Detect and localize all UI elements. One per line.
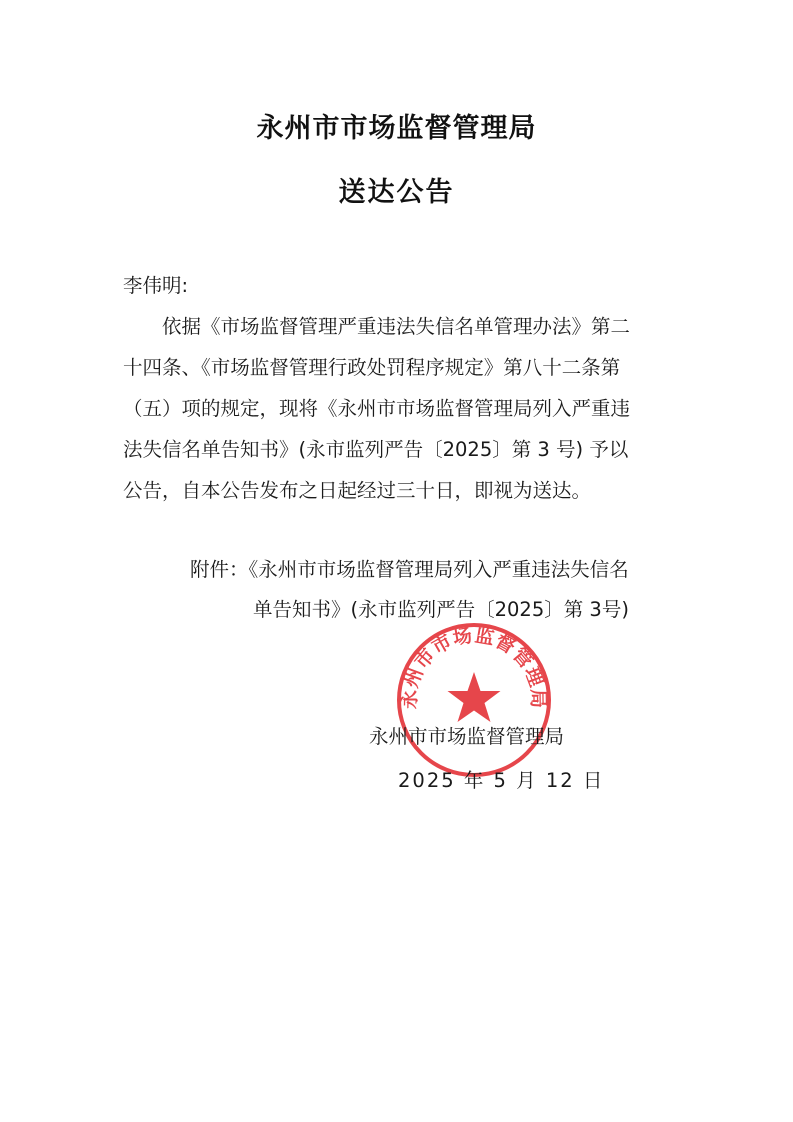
addressee: 李伟明: — [123, 274, 189, 297]
seal-star-icon — [448, 672, 501, 722]
notice-title: 送达公告 — [338, 177, 455, 208]
official-seal — [394, 620, 554, 780]
paragraph-line: 依据《市场监督管理严重违法失信名单管理办法》第二 — [123, 315, 631, 338]
paragraph-line: 法失信名单告知书》(永市监列严告〔2025〕第 3 号) 予以 — [123, 438, 629, 461]
attachment-line-1: 附件：《永州市市场监督管理局列入严重违法失信名 — [190, 558, 629, 581]
signing-date: 2025 年 5 月 12 日 — [398, 769, 605, 792]
paragraph-line: （五）项的规定，现将《永州市市场监督管理局列入严重违 — [123, 397, 631, 420]
paragraph-line: 十四条、《市场监督管理行政处罚程序规定》第八十二条第 — [123, 356, 621, 379]
seal-text: 永州市市场监督管理局 — [398, 624, 550, 710]
notice-paragraph — [123, 306, 683, 511]
attachment-line-2: 单告知书》(永市监列严告〔2025〕第 3号) — [253, 598, 629, 621]
paragraph-line: 公告，自本公告发布之日起经过三十日，即视为送达。 — [123, 479, 592, 502]
signer-name: 永州市市场监督管理局 — [369, 725, 565, 748]
agency-title: 永州市市场监督管理局 — [256, 113, 537, 144]
